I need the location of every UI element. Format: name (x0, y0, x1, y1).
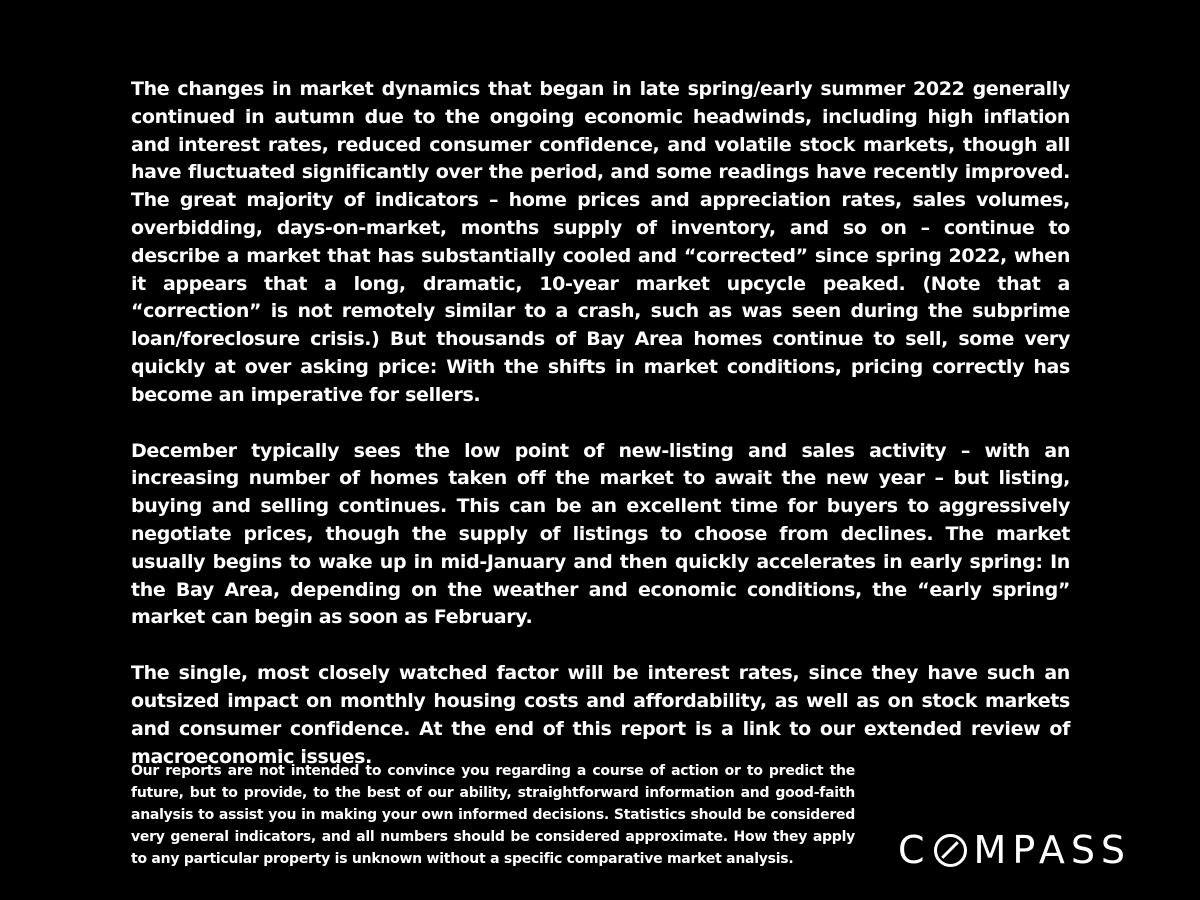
paragraph-december-activity: December typically sees the low point of new-listing and sales activity – with an increasing number of homes taken off the market to await the new year – but listing, buying and selling continues. This can be an excellent time for buyers to aggressively negotiate prices, though the supply of listings to choose from declines. The market usually begins to wake up in mid-January and then quickly accelerates in early spring: In the Bay Area, depending on the weather and economic conditions, the “early spring” market can begin as soon as February. (131, 439, 1070, 629)
compass-o-slash-icon (934, 834, 967, 867)
disclaimer-text: Our reports are not intended to convince you regarding a course of action or to predict the future, but to provide, to the best of our ability, straightforward information and good-faith analysis to assist you in making your own informed decisions. Statistics should be considered very general indicators, and all numbers should be considered approximate. How they apply to any particular property is unknown without a specific comparative market analysis. (131, 763, 855, 867)
report-body (131, 76, 1070, 799)
logo-letters-suffix: MPASS (973, 828, 1132, 872)
paragraph-interest-rates: The single, most closely watched factor will be interest rates, since they have such an outsized impact on monthly housing costs and affordability, as well as on stock markets and consumer confidence. At the end of this report is a link to our extended review of macroeconomic issues. (131, 662, 1070, 768)
logo-letters-prefix: C (898, 828, 931, 872)
compass-logo (898, 828, 1154, 872)
paragraph-market-dynamics: The changes in market dynamics that began in late spring/early summer 2022 generally continued in autumn due to the ongoing economic headwinds, including high inflation and interest rates, reduced consumer confidence, and volatile stock markets, though all have fluctuated significantly over the period, and some readings have recently improved. The great majority of indicators – home prices and appreciation rates, sales volumes, overbidding, days-on-market, months supply of inventory, and so on – continue to describe a market that has substantially cooled and “corrected” since spring 2022, when it appears that a long, dramatic, 10-year market upcycle peaked. (Note that a “correction” is not remotely similar to a crash, such as was seen during the subprime loan/foreclosure crisis.) But thousands of Bay Area homes continue to sell, some very quickly at over asking price: With the shifts in market conditions, pricing correctly has become an imperative for sellers. (131, 78, 1070, 406)
